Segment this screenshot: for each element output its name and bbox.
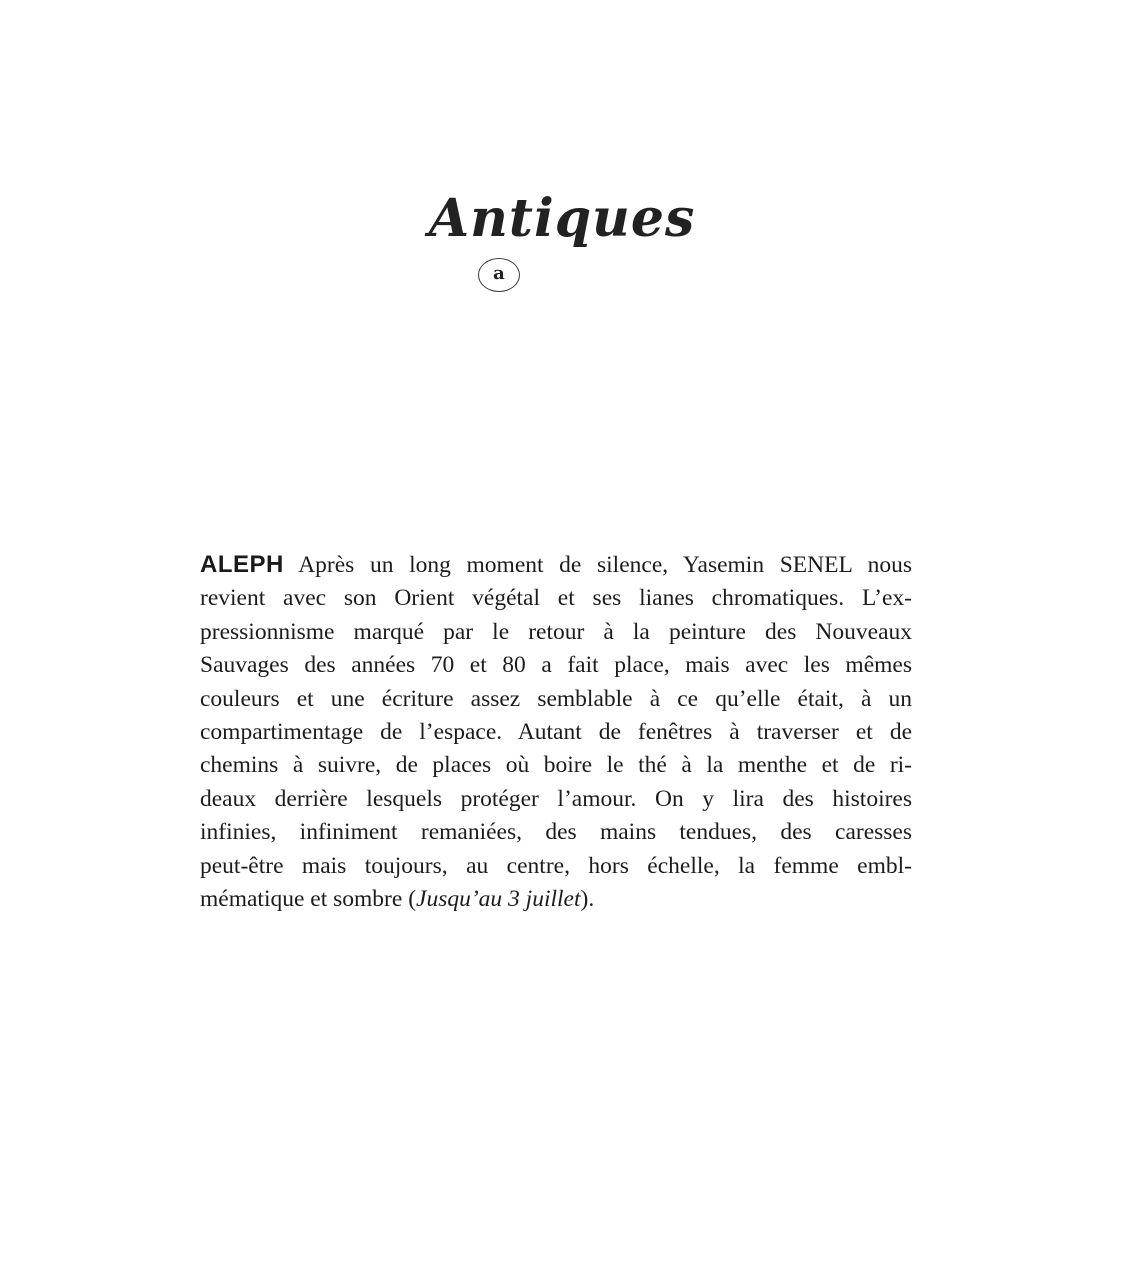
article-line-8: deaux derrière lesquels protéger l’amour. On y lira des histoires <box>200 785 912 812</box>
article-line-6: compartimentage de l’espace. Autant de fenêtres à traverser et de <box>200 719 912 746</box>
article-line-text: mématique et sombre <box>200 886 403 913</box>
article-line-1 <box>200 548 912 582</box>
exhibition-dates: Jusqu’au 3 juillet <box>416 886 581 913</box>
section-title: Antiques <box>428 188 696 249</box>
article-line-2: revient avec son Orient végétal et ses lianes chromatiques. L’ex- <box>200 585 912 612</box>
article-line-9: infinies, infiniment remaniées, des mains tendues, des caresses <box>200 819 912 846</box>
date-paren-close: ). <box>580 886 595 913</box>
article-line-11 <box>200 883 912 916</box>
circled-letter-stamp: a <box>478 258 520 292</box>
article-line-5: couleurs et une écriture assez semblable à ce qu’elle était, à un <box>200 685 912 712</box>
article-paragraph <box>200 548 912 916</box>
date-paren-open: ( <box>408 886 417 913</box>
article-line-3: pressionnisme marqué par le retour à la peinture des Nouveaux <box>200 618 912 645</box>
gallery-name: ALEPH <box>200 551 284 578</box>
article-line-4: Sauvages des années 70 et 80 a fait place, mais avec les mêmes <box>200 652 912 679</box>
article-line-text: Après un long moment de silence, Yasemin SENEL nous <box>298 552 912 578</box>
article-line-7: chemins à suivre, de places où boire le thé à la menthe et de ri- <box>200 752 912 779</box>
article-line-10: peut-être mais toujours, au centre, hors échelle, la femme embl- <box>200 852 912 879</box>
